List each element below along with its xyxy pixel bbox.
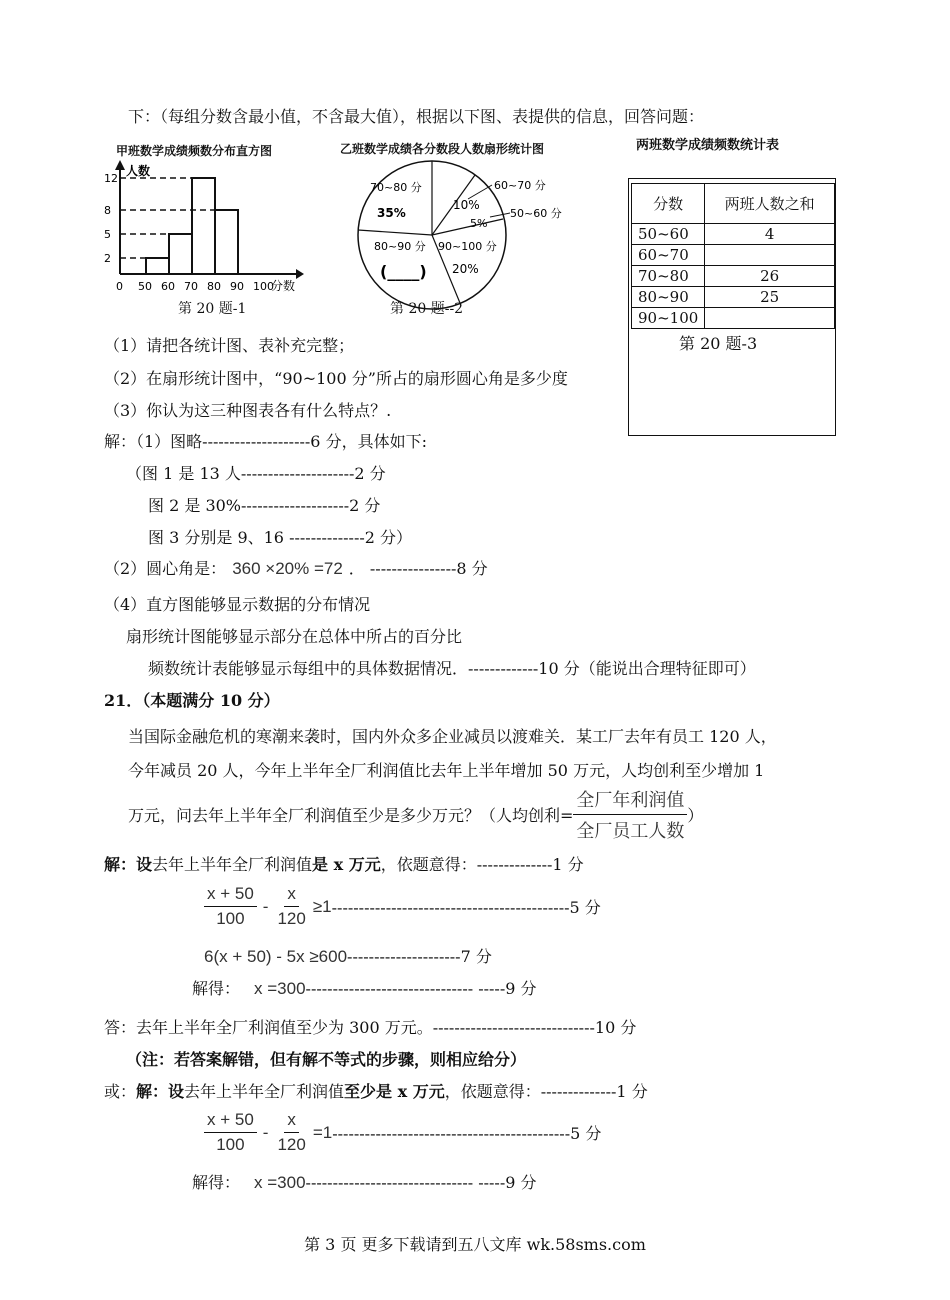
histogram-chart: [100, 160, 320, 318]
x-axis-arrow: [296, 269, 304, 279]
table-cell: 50~60: [632, 224, 705, 245]
frequency-table: [631, 183, 835, 329]
table-cell: 70~80: [632, 266, 705, 287]
fig2-caption: 第 20 题--2: [390, 301, 464, 317]
pie-label-70-80: 70~80 分: [370, 181, 422, 194]
y-tick-label: 5: [104, 228, 111, 241]
fig1-caption: 第 20 题-1: [178, 301, 247, 317]
x-tick-label: 50: [138, 280, 152, 293]
question-3: （3）你认为这三种图表各有什么特点？.: [104, 401, 392, 420]
x-tick-label: 90: [230, 280, 244, 293]
pie-label-80-90: 80~90 分: [374, 240, 426, 253]
histogram-bar: [192, 178, 215, 274]
solution-line: 扇形统计图能够显示部分在总体中所占的百分比: [126, 627, 463, 646]
pie-pct-80-90: (____): [380, 262, 427, 281]
histogram-bar: [169, 234, 192, 274]
y-tick-label: 2: [104, 252, 111, 265]
table-cell: [705, 245, 835, 266]
y-axis-label: 人数: [126, 164, 151, 178]
table-header: 分数: [632, 184, 705, 224]
q21-text-line3: 万元，问去年上半年全厂利润值至少是多少万元？（人均创利= $\frac{\text{全厂年利润值}}{\text{全厂员工人数}}$ ）: [128, 786, 703, 843]
fig1-title: 甲班数学成绩频数分布直方图: [116, 144, 273, 158]
page-footer: 第 3 页 更多下载请到五八文库 wk.58sms.com: [304, 1235, 646, 1254]
x-tick-label: 80: [207, 280, 221, 293]
pie-pct-50-60: 5%: [470, 217, 488, 230]
solution-line: （图 1 是 13 人---------------------2 分: [126, 464, 386, 483]
x-axis-label: 分数: [271, 279, 296, 293]
table-cell: [705, 308, 835, 329]
sol21-eq2: 6(x + 50) - 5x ≥600---------------------7 分: [204, 947, 492, 966]
histogram-bar: [146, 258, 169, 274]
sol21-eq1: $\frac{x + 50}{100}$ - $\frac{x}{120}$ ≥1 --------------------------------------------5 分: [204, 884, 601, 929]
table-cell: 80~90: [632, 287, 705, 308]
per-capita-fraction: $\frac{\text{全厂年利润值}}{\text{全厂员工人数}}$: [573, 786, 687, 843]
x-tick-label: 60: [161, 280, 175, 293]
q21-text: 当国际金融危机的寒潮来袭时，国内外众多企业减员以渡难关．某工厂去年有员工 120 人，: [128, 727, 777, 746]
histogram-bar: [215, 210, 238, 274]
solution-line: （4）直方图能够显示数据的分布情况: [104, 595, 371, 614]
fig3-caption: 第 20 题-3: [679, 334, 758, 353]
solution-line: 图 3 分别是 9、16 --------------2 分）: [148, 528, 413, 547]
fig3-frame: [628, 178, 836, 436]
solution-line: 图 2 是 30%--------------------2 分: [148, 496, 381, 515]
solution-line: 频数统计表能够显示每组中的具体数据情况．-------------10 分（能说出合理特征即可）: [148, 659, 756, 678]
table-cell: 90~100: [632, 308, 705, 329]
fig3-title: 两班数学成绩频数统计表: [636, 138, 780, 153]
sol21-answer: 答：去年上半年全厂利润值至少为 300 万元。------------------------------10 分: [104, 1018, 637, 1037]
pie-pct-60-70: 10%: [453, 198, 480, 212]
y-tick-label: 12: [104, 172, 118, 185]
pie-label-90-100: 90~100 分: [438, 240, 497, 253]
table-cell: 25: [705, 287, 835, 308]
intro-text: 下：（每组分数含最小值，不含最大值），根据以下图、表提供的信息，回答问题：: [128, 107, 705, 126]
pie-pct-70-80: 35%: [377, 206, 406, 220]
y-tick-label: 8: [104, 204, 111, 217]
question-2: （2）在扇形统计图中，“90~100 分”所占的扇形圆心角是多少度: [104, 369, 568, 388]
table-header: 两班人数之和: [705, 184, 835, 224]
pie-pct-90-100: 20%: [452, 262, 479, 276]
sol21-line1: 解：设去年上半年全厂利润值是 x 万元，依题意得：--------------1 分: [104, 855, 584, 874]
solution-line-angle: （2）圆心角是： 360 ×20% =72 ． ----------------8 分: [104, 559, 488, 578]
angle-formula: 360 ×20% =72: [232, 559, 343, 578]
sol21-eq3: 解得： x =300------------------------------- -----9 分: [192, 979, 537, 998]
question-1: （1）请把各统计图、表补充完整；: [104, 336, 355, 355]
q21-heading: 21．（本题满分 10 分）: [104, 691, 280, 710]
pie-label-50-60: 50~60 分: [510, 207, 562, 220]
pie-chart: [340, 155, 600, 315]
y-axis-arrow: [115, 160, 125, 170]
alt21-eq3: 解得： x =300------------------------------- -----9 分: [192, 1173, 537, 1192]
table-cell: 4: [705, 224, 835, 245]
pie-label-60-70: 60~70 分: [494, 179, 546, 192]
alt21-eq1: $\frac{x + 50}{100}$ - $\frac{x}{120}$ =1 --------------------------------------------5 分: [204, 1110, 601, 1155]
fig2-title: 乙班数学成绩各分数段人数扇形统计图: [340, 142, 545, 156]
table-cell: 60~70: [632, 245, 705, 266]
sol21-note: （注：若答案解错，但有解不等式的步骤，则相应给分）: [126, 1050, 527, 1069]
alt21-line1: 或：解：设去年上半年全厂利润值至少是 x 万元，依题意得：--------------1 分: [104, 1082, 648, 1101]
table-cell: 26: [705, 266, 835, 287]
q21-text: 今年减员 20 人，今年上半年全厂利润值比去年上半年增加 50 万元，人均创利至少增加 1: [128, 761, 765, 780]
x-tick-label: 70: [184, 280, 198, 293]
x-tick-label: 0: [116, 280, 123, 293]
x-tick-label: 100: [253, 280, 274, 293]
solution-line: 解：（1）图略--------------------6 分，具体如下:: [104, 432, 427, 451]
